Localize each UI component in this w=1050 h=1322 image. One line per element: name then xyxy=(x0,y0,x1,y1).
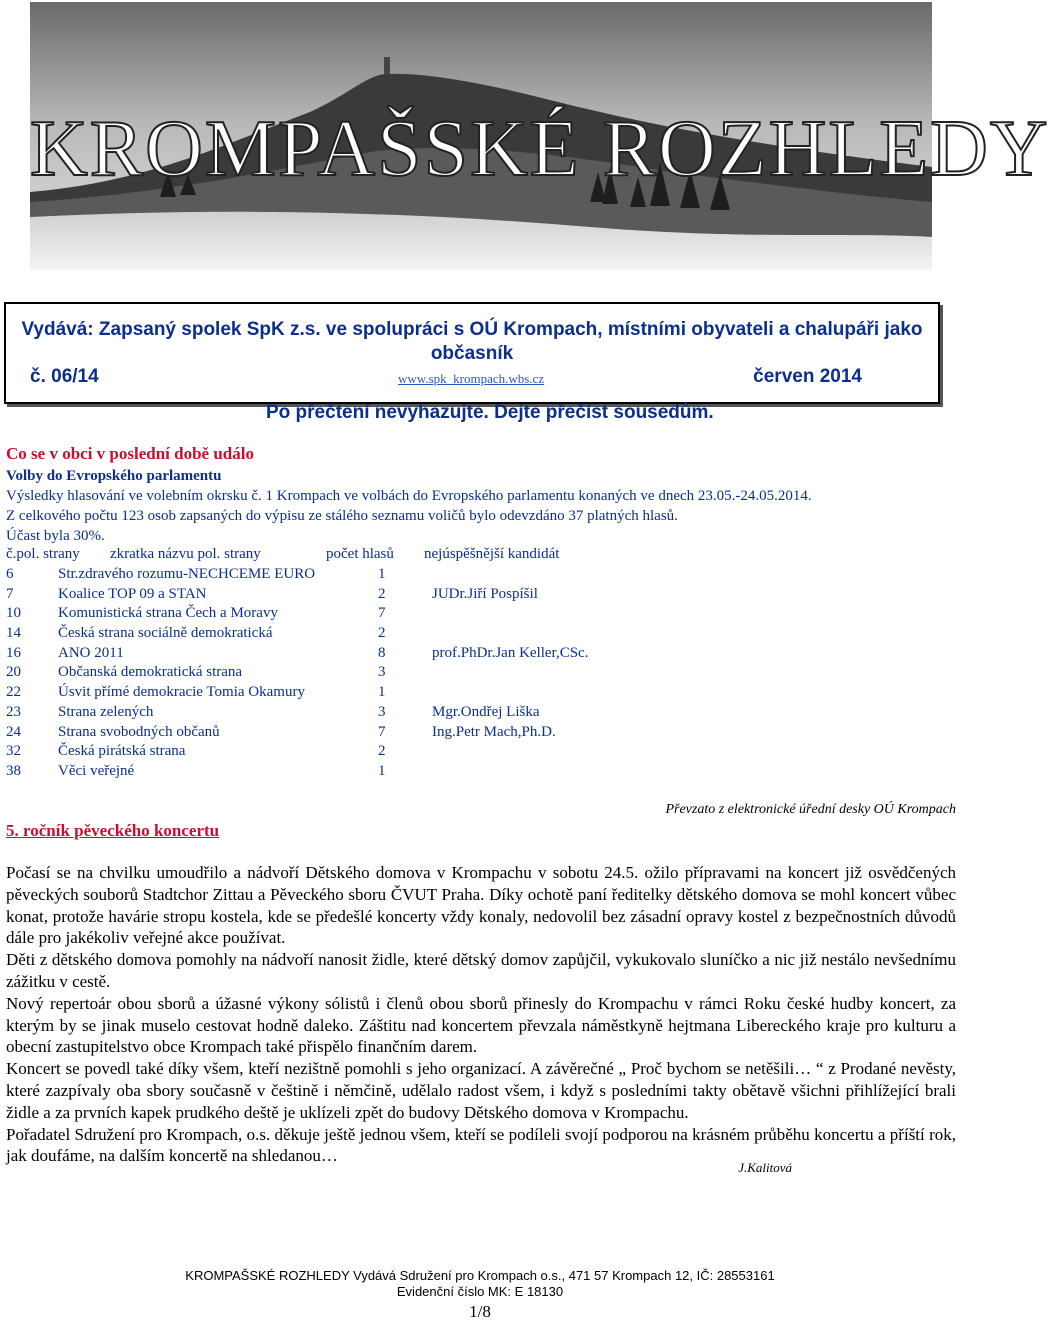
party-name-cell: Česká pirátská strana xyxy=(58,743,186,760)
table-row xyxy=(6,704,642,724)
page-footer xyxy=(0,1268,960,1300)
party-number-cell: 20 xyxy=(6,664,21,681)
party-name-cell: Úsvit přímé demokracie Tomia Okamury xyxy=(58,684,305,701)
election-results-body xyxy=(6,566,642,783)
party-name-cell: Strana svobodných občanů xyxy=(58,723,220,740)
election-turnout-line: Účast byla 30%. xyxy=(6,528,105,544)
table-row xyxy=(6,566,642,586)
party-number-cell: 23 xyxy=(6,703,21,720)
section-heading-events: Co se v obci v poslední době událo xyxy=(6,444,254,463)
table-row xyxy=(6,763,642,783)
article-paragraph: Počasí se na chvilku umoudřilo a nádvoří Dětského domova v Krompachu v sobotu 24.5. ožilo přípravami na koncert již osvědčených pěveckých souborů Stadtchor Zittau a Pěveckého sboru ČVUT Praha. Díky ochotě paní ředitelky dětského domova se mohl koncert vůbec konat, protože havárie stropu kostela, kde se předešlé koncerty vždy konaly, nedovolil bez zásadní opravy kostel z bezpečnostních důvodů dále pro jakékoliv veřejné akce používat. xyxy=(6,863,956,948)
reading-notice: Po přečtení nevyhazujte. Dejte přečíst sousedům. xyxy=(266,402,714,423)
footer-publisher: KROMPAŠSKÉ ROZHLEDY Vydává Sdružení pro Krompach o.s., 471 57 Krompach 12, IČ: 28553161 xyxy=(185,1268,775,1283)
masthead-title: KROMPAŠSKÉ ROZHLEDY xyxy=(30,105,1050,193)
votes-cell: 2 xyxy=(378,585,386,602)
candidate-cell: Ing.Petr Mach,Ph.D. xyxy=(432,723,556,740)
candidate-cell xyxy=(432,684,642,704)
table-row xyxy=(6,645,642,665)
table-row xyxy=(6,724,642,744)
publisher-line: Vydává: Zapsaný spolek SpK z.s. ve spolupráci s OÚ Krompach, místními obyvateli a chalupáři jako občasník xyxy=(21,319,923,364)
table-row xyxy=(6,625,642,645)
candidate-cell xyxy=(432,664,642,684)
candidate-cell xyxy=(432,605,642,625)
candidate-cell xyxy=(432,566,642,586)
party-number-cell: 10 xyxy=(6,605,21,622)
candidate-cell xyxy=(432,625,642,645)
party-name-cell: Strana zelených xyxy=(58,703,154,720)
publication-info-box xyxy=(4,302,940,404)
table-row xyxy=(6,684,642,704)
party-number-cell: 14 xyxy=(6,625,21,642)
candidate-cell: prof.PhDr.Jan Keller,CSc. xyxy=(432,644,589,661)
website-link[interactable]: www.spk_krompach.wbs.cz xyxy=(398,371,545,386)
election-votes-line: Z celkového počtu 123 osob zapsaných do výpisu ze stálého seznamu voličů bylo odevzdáno 37 platných hlasů. xyxy=(6,508,678,524)
header-votes: počet hlasů xyxy=(326,546,394,562)
candidate-cell: JUDr.Jiří Pospíšil xyxy=(432,585,538,602)
party-number-cell: 16 xyxy=(6,644,21,661)
article-paragraph: Koncert se povedl také díky všem, kteří nezištně pomohli s jeho organizací. A závěrečné „ Proč bychom se netěšili… “ z Prodané nevěsty, které zazpívaly oba sbory současně v češtině i němčině, udělalo radost všem, i když s posledními takty obětavě všichni přihlížející brali židle a za prvních kapek prudkého deště je uklízeli zpět do budovy Dětského domova v Krompachu. xyxy=(6,1059,956,1122)
table-row xyxy=(6,743,642,763)
votes-cell: 2 xyxy=(378,743,386,760)
header-party-abbrev: zkratka názvu pol. strany xyxy=(110,546,261,562)
party-number-cell: 38 xyxy=(6,762,21,779)
party-number-cell: 24 xyxy=(6,723,21,740)
candidate-cell xyxy=(432,743,642,763)
votes-cell: 1 xyxy=(378,684,386,701)
party-number-cell: 6 xyxy=(6,566,14,582)
party-name-cell: Str.zdravého rozumu-NECHCEME EURO xyxy=(58,566,316,582)
article-paragraph: Pořadatel Sdružení pro Krompach, o.s. děkuje ještě jednou všem, kteří se podíleli svojí podporou na krásném průběhu koncertu a příští rok, jak doufáme, na dalším koncertě na shledanou… xyxy=(6,1124,956,1166)
election-intro-line: Výsledky hlasování ve volebním okrsku č. 1 Krompach ve volbách do Evropského parlamentu konaných ve dnech 23.05.-24.05.2014. xyxy=(6,488,812,504)
votes-cell: 7 xyxy=(378,723,386,740)
article-paragraph: Děti z dětského domova pomohly na nádvoří nanosit židle, které dětský domov zapůjčil, vykukovalo sluníčko a nic již nestálo nevšednímu zážitku v cestě. xyxy=(6,950,956,991)
votes-cell: 1 xyxy=(378,762,386,779)
footer-registration: Evidenční číslo MK: E 18130 xyxy=(396,1284,564,1299)
votes-cell: 8 xyxy=(378,644,386,661)
party-name-cell: Koalice TOP 09 a STAN xyxy=(58,585,207,602)
issue-number: č. 06/14 xyxy=(30,366,99,387)
concert-article xyxy=(6,862,956,1167)
article-paragraph: Nový repertoár obou sborů a úžasné výkony sólistů i členů obou sborů přinesly do Krompachu v rámci Roku české hudby koncert, za kterým by se jinak muselo cestovat hodně daleko. Záštitu nad koncertem převzala náměstkyně hejtmana Libereckého kraje pro kulturu a obecní zastupitelstvo obce Krompach také přispělo finančním darem. xyxy=(6,993,956,1057)
issue-date: červen 2014 xyxy=(753,366,862,387)
table-row xyxy=(6,664,642,684)
votes-cell: 3 xyxy=(378,703,386,720)
party-name-cell: Komunistická strana Čech a Moravy xyxy=(58,605,278,622)
source-note: Převzato z elektronické úřední desky OÚ Krompach xyxy=(665,802,956,817)
section-heading-concert: 5. ročník pěveckého koncertu xyxy=(6,821,220,840)
header-top-candidate: nejúspěšnější kandidát xyxy=(424,546,560,562)
table-row xyxy=(6,605,642,625)
votes-cell: 3 xyxy=(378,664,386,681)
election-results-table xyxy=(6,546,634,566)
table-row xyxy=(6,586,642,606)
subheading-elections: Volby do Evropského parlamentu xyxy=(6,468,222,484)
party-number-cell: 32 xyxy=(6,743,21,760)
author-signature: J.Kalitová xyxy=(738,1160,792,1175)
party-name-cell: ANO 2011 xyxy=(58,644,124,661)
header-party-number: č.pol. strany xyxy=(6,546,80,562)
table-header-row xyxy=(6,546,634,566)
votes-cell: 2 xyxy=(378,625,386,642)
votes-cell: 1 xyxy=(378,566,386,582)
party-name-cell: Česká strana sociálně demokratická xyxy=(58,625,273,642)
candidate-cell: Mgr.Ondřej Liška xyxy=(432,703,540,720)
party-name-cell: Občanská demokratická strana xyxy=(58,664,243,681)
candidate-cell xyxy=(432,763,642,783)
page-number: 1/8 xyxy=(469,1302,491,1321)
votes-cell: 7 xyxy=(378,605,386,622)
party-name-cell: Věci veřejné xyxy=(58,762,135,779)
masthead-banner xyxy=(30,2,1050,270)
party-number-cell: 7 xyxy=(6,585,14,602)
party-number-cell: 22 xyxy=(6,684,21,701)
